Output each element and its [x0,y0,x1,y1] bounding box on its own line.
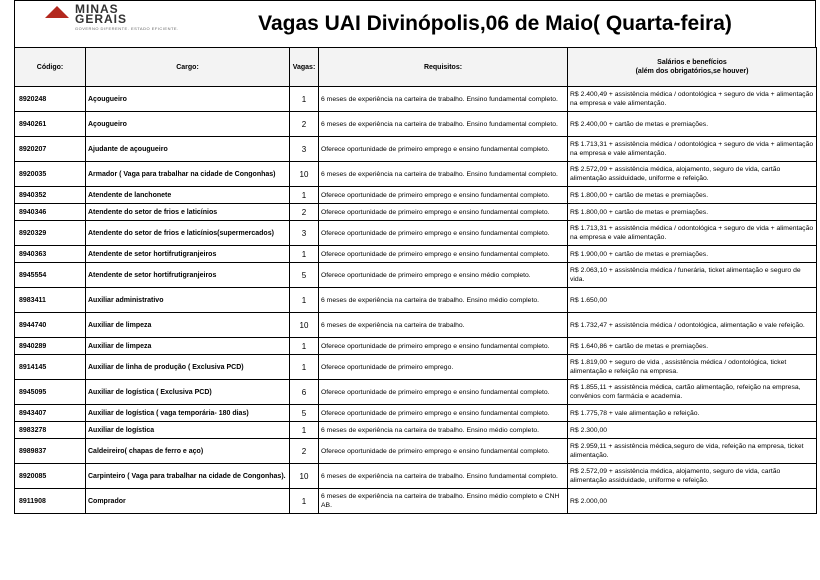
cell-codigo: 8989837 [15,439,86,464]
table-row [15,422,817,439]
cell-codigo: 8940352 [15,187,86,204]
cell-vagas: 5 [290,263,319,288]
cell-requisitos: 6 meses de experiência na carteira de trabalho. Ensino médio completo. [319,422,568,439]
table-row [15,288,817,313]
cell-salario: R$ 2.572,09 + assistência médica, alojamento, seguro de vida, cartão alimentação assiduidade, uniforme e refeição. [568,162,817,187]
table-row [15,439,817,464]
cell-cargo: Auxiliar de logística ( Exclusiva PCD) [86,380,290,405]
cell-salario: R$ 2.959,11 + assistência médica,seguro de vida, refeição na empresa, ticket alimentação. [568,439,817,464]
cell-salario: R$ 1.775,78 + vale alimentação e refeição. [568,405,817,422]
cell-vagas: 1 [290,422,319,439]
table-row [15,246,817,263]
minas-gerais-logo [45,4,180,34]
cell-salario: R$ 2.400,49 + assistência médica / odontológica + seguro de vida + alimentação na empresa e vale alimentação. [568,87,817,112]
cell-cargo: Carpinteiro ( Vaga para trabalhar na cidade de Congonhas). [86,464,290,489]
table-row [15,112,817,137]
cell-codigo: 8920248 [15,87,86,112]
cell-requisitos: 6 meses de experiência na carteira de trabalho. Ensino fundamental completo. [319,87,568,112]
cell-vagas: 1 [290,288,319,313]
table-row [15,405,817,422]
cell-vagas: 1 [290,355,319,380]
cell-requisitos: Oferece oportunidade de primeiro emprego e ensino médio completo. [319,263,568,288]
col-header-requisitos: Requisitos: [319,48,568,87]
cell-salario: R$ 1.650,00 [568,288,817,313]
cell-codigo: 8911908 [15,489,86,514]
cell-salario: R$ 2.063,10 + assistência médica / funerária, ticket alimentação e seguro de vida. [568,263,817,288]
cell-codigo: 8920085 [15,464,86,489]
col-header-vagas: Vagas: [290,48,319,87]
logo-line1: MINAS [75,2,119,16]
cell-salario: R$ 1.900,00 + cartão de metas e premiações. [568,246,817,263]
cell-vagas: 1 [290,246,319,263]
cell-cargo: Atendente do setor de frios e laticínios(supermercados) [86,221,290,246]
cell-cargo: Auxiliar de limpeza [86,338,290,355]
table-row [15,380,817,405]
document-header [14,0,816,47]
cell-codigo: 8920329 [15,221,86,246]
cell-vagas: 1 [290,489,319,514]
table-row [15,464,817,489]
cell-requisitos: Oferece oportunidade de primeiro emprego e ensino fundamental completo. [319,338,568,355]
table-row [15,221,817,246]
cell-codigo: 8940363 [15,246,86,263]
table-row [15,87,817,112]
table-row [15,355,817,380]
cell-cargo: Açougueiro [86,112,290,137]
cell-cargo: Atendente de setor hortifrutigranjeiros [86,246,290,263]
table-row [15,489,817,514]
cell-requisitos: Oferece oportunidade de primeiro emprego e ensino fundamental completo. [319,221,568,246]
cell-salario: R$ 2.300,00 [568,422,817,439]
table-row [15,313,817,338]
cell-salario: R$ 1.732,47 + assistência médica / odontológica, alimentação e vale refeição. [568,313,817,338]
cell-codigo: 8940261 [15,112,86,137]
logo-line2: GERAIS [75,12,128,26]
cell-vagas: 10 [290,313,319,338]
cell-requisitos: 6 meses de experiência na carteira de trabalho. Ensino médio completo. [319,288,568,313]
cell-vagas: 1 [290,338,319,355]
cell-vagas: 10 [290,464,319,489]
cell-vagas: 2 [290,112,319,137]
cell-salario: R$ 2.000,00 [568,489,817,514]
cell-cargo: Ajudante de açougueiro [86,137,290,162]
vacancies-table [14,47,817,514]
cell-salario: R$ 1.855,11 + assistência médica, cartão alimentação, refeição na empresa, convênios com farmácia e academia. [568,380,817,405]
cell-salario: R$ 2.400,00 + cartão de metas e premiações. [568,112,817,137]
table-row [15,187,817,204]
cell-codigo: 8945554 [15,263,86,288]
cell-cargo: Comprador [86,489,290,514]
cell-codigo: 8944740 [15,313,86,338]
cell-vagas: 2 [290,439,319,464]
cell-vagas: 5 [290,405,319,422]
cell-cargo: Açougueiro [86,87,290,112]
cell-requisitos: Oferece oportunidade de primeiro emprego. [319,355,568,380]
cell-requisitos: Oferece oportunidade de primeiro emprego e ensino fundamental completo. [319,405,568,422]
table-row [15,338,817,355]
cell-requisitos: 6 meses de experiência na carteira de trabalho. [319,313,568,338]
logo-tagline: GOVERNO DIFERENTE. ESTADO EFICIENTE. [75,26,179,31]
cell-cargo: Auxiliar de limpeza [86,313,290,338]
cell-requisitos: 6 meses de experiência na carteira de trabalho. Ensino fundamental completo. [319,464,568,489]
cell-cargo: Armador ( Vaga para trabalhar na cidade de Congonhas) [86,162,290,187]
cell-vagas: 10 [290,162,319,187]
cell-requisitos: Oferece oportunidade de primeiro emprego e ensino fundamental completo. [319,204,568,221]
cell-cargo: Auxiliar de logística ( vaga temporária- 180 dias) [86,405,290,422]
col-header-codigo: Código: [15,48,86,87]
cell-salario: R$ 1.819,00 + seguro de vida , assistência médica / odontológica, ticket alimentação e refeição na empresa. [568,355,817,380]
cell-salario: R$ 1.713,31 + assistência médica / odontológica + seguro de vida + alimentação na empresa e vale alimentação. [568,221,817,246]
cell-vagas: 1 [290,87,319,112]
cell-salario: R$ 1.713,31 + assistência médica / odontológica + seguro de vida + alimentação na empresa e vale alimentação. [568,137,817,162]
cell-requisitos: 6 meses de experiência na carteira de trabalho. Ensino médio completo e CNH AB. [319,489,568,514]
cell-codigo: 8914145 [15,355,86,380]
table-row [15,263,817,288]
cell-requisitos: Oferece oportunidade de primeiro emprego e ensino fundamental completo. [319,439,568,464]
cell-cargo: Atendente de setor hortifrutigranjeiros [86,263,290,288]
cell-cargo: Caldeireiro( chapas de ferro e aço) [86,439,290,464]
cell-codigo: 8920207 [15,137,86,162]
cell-vagas: 6 [290,380,319,405]
logo-brand [75,4,127,24]
cell-codigo: 8945095 [15,380,86,405]
table-row [15,204,817,221]
cell-salario: R$ 2.572,09 + assistência médica, alojamento, seguro de vida, cartão alimentação assiduidade, uniforme e refeição. [568,464,817,489]
cell-vagas: 3 [290,221,319,246]
document-sheet [14,0,816,580]
cell-cargo: Atendente de lanchonete [86,187,290,204]
cell-codigo: 8983411 [15,288,86,313]
cell-requisitos: Oferece oportunidade de primeiro emprego e ensino fundamental completo. [319,187,568,204]
col-header-salarios [568,48,817,87]
col-header-cargo: Cargo: [86,48,290,87]
cell-requisitos: Oferece oportunidade de primeiro emprego e ensino fundamental completo. [319,246,568,263]
cell-codigo: 8920035 [15,162,86,187]
col-header-salarios-line1: Salários e benefícios [657,59,727,66]
cell-salario: R$ 1.800,00 + cartão de metas e premiações. [568,204,817,221]
cell-codigo: 8983278 [15,422,86,439]
cell-cargo: Auxiliar administrativo [86,288,290,313]
cell-requisitos: 6 meses de experiência na carteira de trabalho. Ensino fundamental completo. [319,112,568,137]
cell-salario: R$ 1.800,00 + cartão de metas e premiações. [568,187,817,204]
cell-salario: R$ 1.640,86 + cartão de metas e premiações. [568,338,817,355]
cell-requisitos: Oferece oportunidade de primeiro emprego e ensino fundamental completo. [319,137,568,162]
cell-vagas: 1 [290,187,319,204]
table-header-row [15,48,817,87]
logo-triangle-icon [45,6,69,18]
cell-cargo: Auxiliar de linha de produção ( Exclusiva PCD) [86,355,290,380]
cell-codigo: 8940289 [15,338,86,355]
cell-cargo: Atendente do setor de frios e laticínios [86,204,290,221]
table-row [15,137,817,162]
table-row [15,162,817,187]
cell-vagas: 2 [290,204,319,221]
cell-cargo: Auxiliar de logística [86,422,290,439]
cell-requisitos: 6 meses de experiência na carteira de trabalho. Ensino fundamental completo. [319,162,568,187]
cell-codigo: 8943407 [15,405,86,422]
cell-codigo: 8940346 [15,204,86,221]
cell-requisitos: Oferece oportunidade de primeiro emprego e ensino fundamental completo. [319,380,568,405]
page-title: Vagas UAI Divinópolis,06 de Maio( Quarta-feira) [258,12,732,35]
col-header-salarios-line2: (além dos obrigatórios,se houver) [635,68,749,75]
cell-vagas: 3 [290,137,319,162]
